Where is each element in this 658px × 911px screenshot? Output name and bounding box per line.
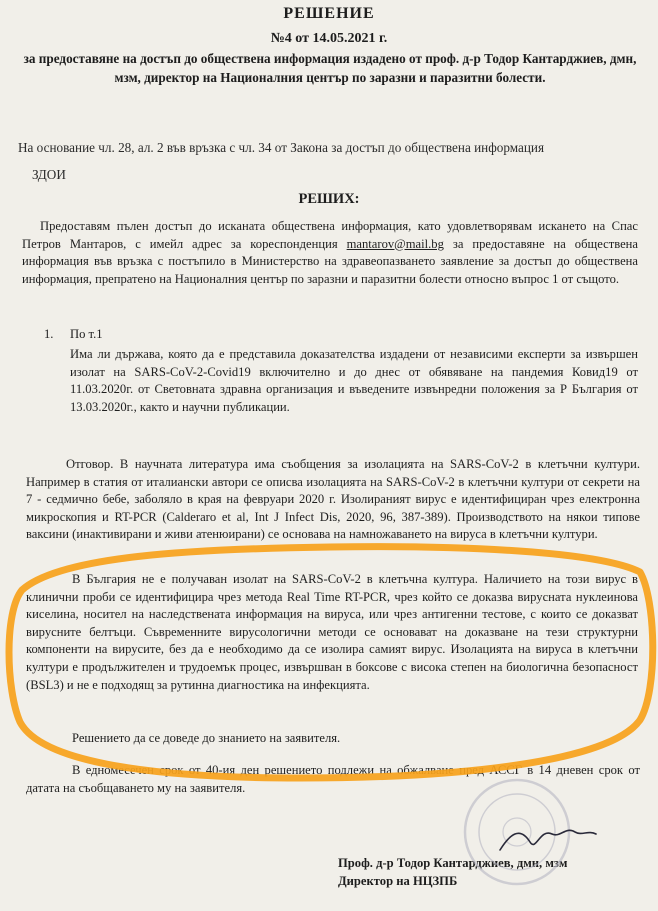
list-item-number: 1. [44,327,54,341]
signatory-position: Директор на НЦЗПБ [338,874,458,888]
notify-applicant: Решението да се доведе до знанието на заявителя. [72,731,341,745]
decision-number: №4 от 14.05.2021 г. [270,31,388,46]
appeal-paragraph: В едномесечен срок от 40-ия ден решението подлежи на обжалване пред АССГ в 14 дневен срок от датата на съобщаването му на заявителя. [26,763,640,795]
round-stamp [465,780,569,884]
paragraph-access-text-start: Предоставям пълен достъп до исканата обществена информация, като удовлетворявам искането на Спас Петров Мантаров, с имейл адрес за кореспонденция [22,219,638,251]
paragraph-access-text-end: за предоставяне на обществена информация във връзка с постъпило в Министерство на здравеопазването заявление за достъп до обществена информация, препратено на Националния център по заразни и паразитни болести относно въпрос 1 от същото. [22,236,639,286]
decision-heading: РЕШИХ: [298,191,360,207]
question-paragraph: Има ли държава, която да е представила доказателства издадени от независими експерти за извършен изолат на SARS-CoV-2-Covid19 включително и до днес от обявяване на пандемия Ковид19 от 11.03.2020г. от Световната здравна организация и въведените извънредни положения за Р България от 13.03.2020г., както и научни публикации. [70,347,638,414]
document-subtitle: за предоставяне на достъп до обществена информация издадено от проф. д-р Тодор Кантарджиев, дмн, мзм, директор на Националния център по заразни и паразитни болести. [23,51,637,85]
list-item-label: По т.1 [70,327,103,341]
legal-basis: На основание чл. 28, ал. 2 във връзка с чл. 34 от Закона за достъп до обществена информация [18,140,545,155]
email-link[interactable]: mantarov@mail.bg [346,236,444,251]
document-title: РЕШЕНИЕ [283,5,375,22]
highlight-circle [9,547,653,778]
handwritten-signature [500,830,596,850]
answer-paragraph: Отговор. В научната литература има съобщения за изолацията на SARS-CoV-2 в клетъчни култури. Например в статия от италиански автори се описва изолацията на SARS-CoV-2 в клетъчни култури от секрети на 7 - седмично бебе, заболяло в края на февруари 2020 г. Изолираният вирус е идентифициран чрез електронна микроскопия и RT-PCR (Calderaro et al, Int J Infect Dis, 2020, 96, 387-389). Производството на някои типове ваксини (инактивирани и живи атенюирани) се основава на намножаването на вируса в клетъчни култури. [26,457,640,542]
highlighted-paragraph: В България не е получаван изолат на SARS-CoV-2 в клетъчна култура. Наличието на този вирус в клинични проби се идентифицира чрез метода Real Time RT-PCR, чрез който се доказва вирусната нуклеинова киселина, носител на наследствената информация на вируса, или чрез антигенни тестове, с които се доказват вирусните белтъци. Съвременните вирусологични методи се основават на доказване на тези структурни компоненти на вирусите, без да е необходимо да се изолира самият вирус. Изолацията на вируса в клетъчни култури е продължителен и трудоемък процес, извършван в боксове с висока степен на биологична безопасност (BSL3) и не е подходящ за рутинна диагностика на инфекцията. [26,572,638,692]
legal-basis-abbr: ЗДОИ [32,167,66,182]
signatory-name: Проф. д-р Тодор Кантарджиев, дмн, мзм [338,856,568,870]
